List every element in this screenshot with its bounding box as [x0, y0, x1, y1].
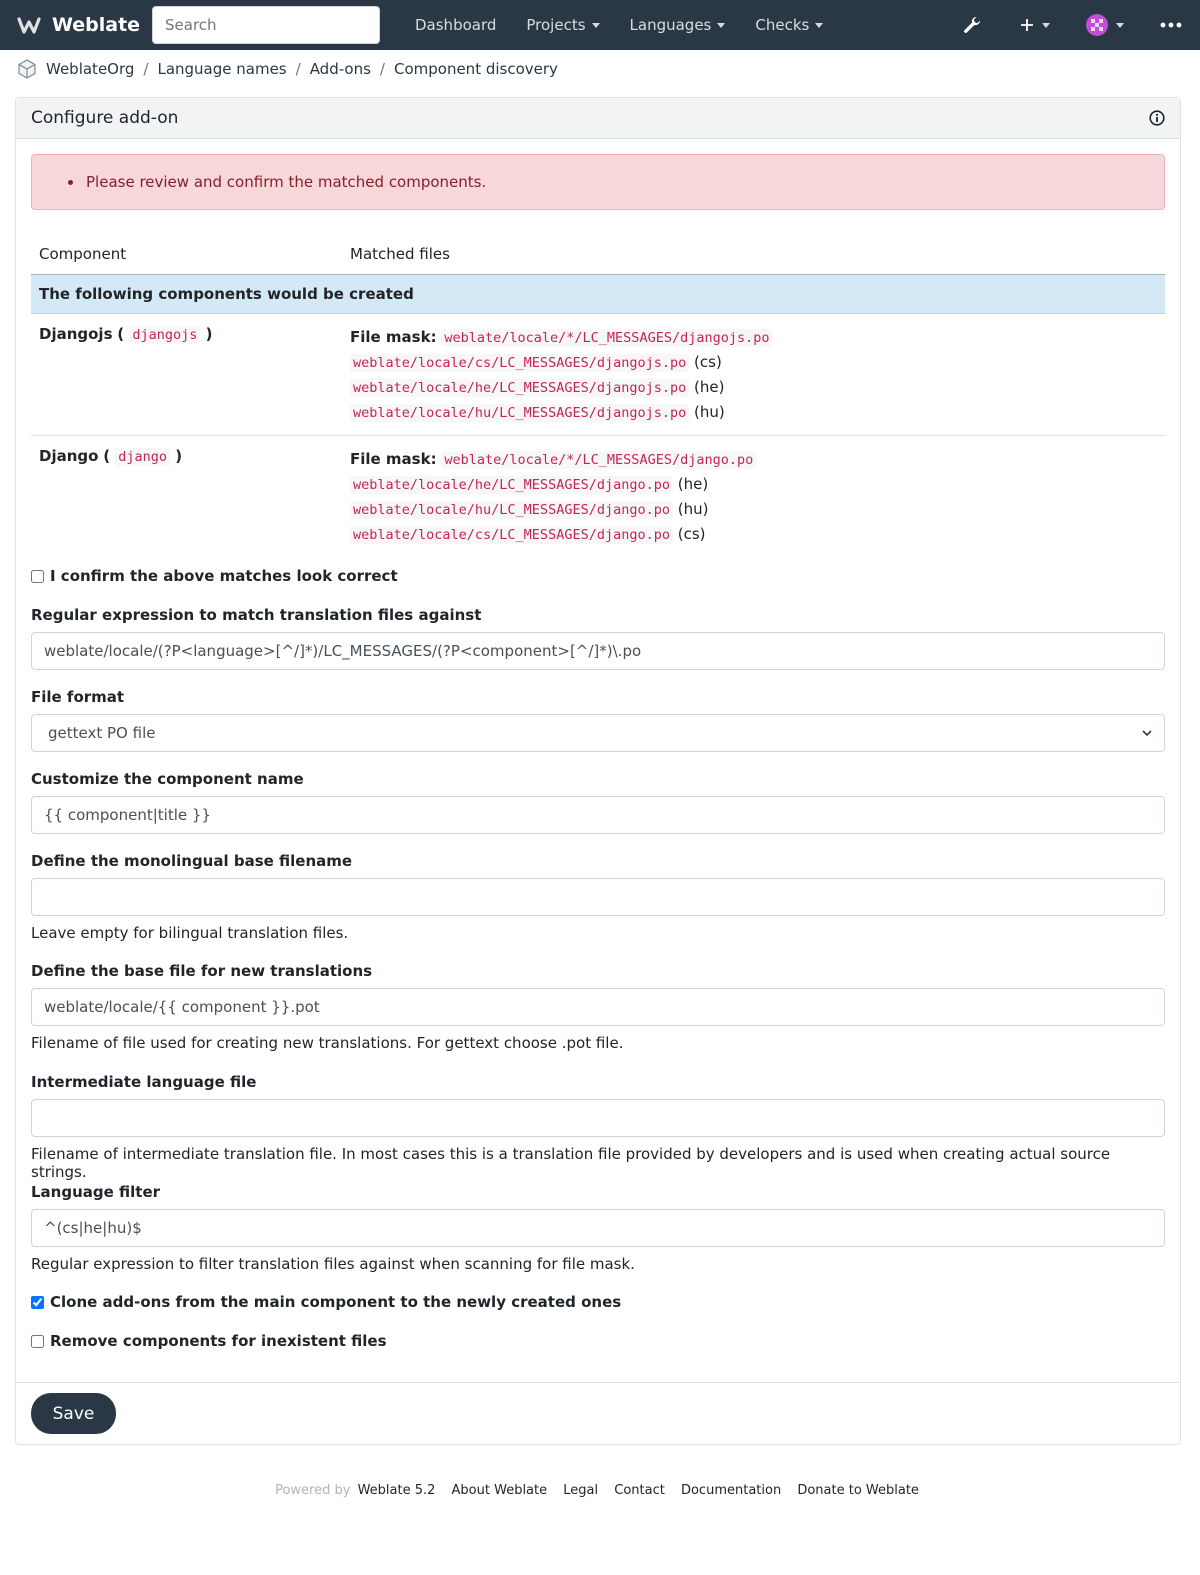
footer-link-documentation[interactable]: Documentation: [680, 1483, 782, 1498]
base-file-label: Define the monolingual base filename: [31, 852, 353, 870]
confirm-text: I confirm the above matches look correct: [50, 567, 398, 585]
name-template-value: {{ component|title }}: [44, 806, 211, 824]
file-mask: weblate/locale/*/LC_MESSAGES/django.po: [441, 451, 756, 469]
save-button[interactable]: Save: [31, 1393, 116, 1434]
intermediate-label: Intermediate language file: [31, 1073, 257, 1091]
error-alert: [31, 154, 1165, 210]
remove-components-row: [31, 1332, 1165, 1350]
regex-field: [31, 606, 1165, 670]
file-path: weblate/locale/cs/LC_MESSAGES/django.po: [350, 526, 673, 544]
name-template-label: Customize the component name: [31, 770, 304, 788]
file-format-value: gettext PO file: [48, 724, 156, 742]
component-slug: django: [115, 448, 170, 466]
clone-addons-checkbox[interactable]: [31, 1296, 44, 1309]
file-path: weblate/locale/he/LC_MESSAGES/django.po: [350, 476, 673, 494]
bullet-icon: [68, 180, 73, 185]
nav-right: [948, 14, 1186, 36]
group-label: The following components would be created: [31, 275, 1165, 314]
remove-components-label[interactable]: [31, 1332, 1165, 1350]
matches-table: [31, 235, 1165, 557]
chevron-down-icon: [1142, 728, 1152, 738]
caret-down-icon: [1042, 23, 1050, 28]
file-format-field: [31, 688, 1165, 752]
breadcrumb-addons[interactable]: Add-ons: [309, 60, 371, 78]
breadcrumb-current[interactable]: Component discovery: [393, 60, 558, 78]
file-mask-label: File mask:: [350, 450, 437, 468]
base-file-help: Leave empty for bilingual translation files.: [31, 924, 349, 942]
file-mask-line: [350, 325, 1157, 350]
file-mask-line: [350, 447, 1157, 472]
matched-file: [350, 522, 1157, 547]
alert-message: Please review and confirm the matched components.: [86, 173, 487, 191]
brand[interactable]: [16, 12, 152, 38]
file-language: (hu): [677, 500, 709, 518]
table-row: [31, 314, 1165, 436]
nav-languages[interactable]: [615, 16, 741, 34]
remove-components-text: Remove components for inexistent files: [50, 1332, 387, 1350]
footer-link-donate[interactable]: Donate to Weblate: [797, 1483, 919, 1498]
breadcrumb-separator: /: [379, 60, 385, 78]
file-path: weblate/locale/hu/LC_MESSAGES/djangojs.po: [350, 404, 689, 422]
nav-checks-label: Checks: [755, 16, 810, 34]
matched-file: [350, 472, 1157, 497]
clone-addons-text: Clone add-ons from the main component to the newly created ones: [50, 1293, 622, 1311]
confirm-label[interactable]: [31, 567, 1165, 585]
weblate-logo-icon: [16, 12, 42, 38]
new-base-field: [31, 962, 1165, 1052]
top-navbar: [0, 0, 1200, 50]
breadcrumb: [0, 50, 1200, 88]
confirm-checkbox-row: [31, 567, 1165, 585]
file-mask: weblate/locale/*/LC_MESSAGES/djangojs.po: [441, 329, 772, 347]
breadcrumb-organization[interactable]: WeblateOrg: [46, 60, 135, 78]
breadcrumb-project[interactable]: Language names: [157, 60, 287, 78]
footer-link-version[interactable]: Weblate 5.2: [357, 1483, 436, 1498]
organization-icon: [16, 58, 38, 80]
regex-label: Regular expression to match translation files against: [31, 606, 482, 624]
nav-checks[interactable]: [740, 16, 838, 34]
file-mask-label: File mask:: [350, 328, 437, 346]
intermediate-input[interactable]: [31, 1099, 1165, 1137]
component-slug: djangojs: [129, 326, 200, 344]
caret-down-icon: [717, 23, 725, 28]
matched-file: [350, 350, 1157, 375]
file-language: (cs): [694, 353, 722, 371]
matched-file: [350, 497, 1157, 522]
more-menu-button[interactable]: [1146, 22, 1186, 28]
remove-components-checkbox[interactable]: [31, 1335, 44, 1348]
matched-file: [350, 400, 1157, 425]
caret-down-icon: [815, 23, 823, 28]
footer-link-contact[interactable]: Contact: [614, 1483, 665, 1498]
component-name: Django: [39, 447, 99, 465]
main-nav: [400, 16, 838, 34]
brand-name: Weblate: [52, 14, 141, 36]
file-path: weblate/locale/cs/LC_MESSAGES/djangojs.po: [350, 354, 689, 372]
name-template-field: [31, 770, 1165, 834]
column-header-matched-files: Matched files: [342, 235, 1165, 275]
panel-title: Configure add-on: [31, 108, 179, 128]
clone-addons-label[interactable]: [31, 1293, 1165, 1311]
avatar-icon: [1086, 14, 1108, 36]
nav-languages-label: Languages: [629, 16, 712, 34]
name-template-input[interactable]: [31, 796, 1165, 834]
file-format-label: File format: [31, 688, 125, 706]
new-base-value: weblate/locale/{{ component }}.pot: [44, 998, 320, 1016]
language-filter-help: Regular expression to filter translation files against when scanning for file mask.: [31, 1255, 635, 1273]
plus-icon: [1020, 18, 1034, 32]
language-filter-field: [31, 1183, 1165, 1273]
search-input[interactable]: [152, 6, 380, 44]
breadcrumb-separator: /: [143, 60, 149, 78]
file-format-select[interactable]: [31, 714, 1165, 752]
powered-by-label: Powered by: [275, 1483, 351, 1498]
file-language: (hu): [694, 403, 725, 421]
add-menu-button[interactable]: [1006, 18, 1072, 32]
regex-value: weblate/locale/(?P<language>[^/]*)/LC_MESSAGES/(?P<component>[^/]*)\.po: [44, 642, 642, 660]
panel-footer: [16, 1382, 1180, 1444]
file-language: (he): [694, 378, 725, 396]
footer-link-legal[interactable]: Legal: [563, 1483, 599, 1498]
matched-files-cell: [342, 436, 1165, 558]
base-file-field: [31, 852, 1165, 942]
matched-file: [350, 375, 1157, 400]
nav-projects-label: Projects: [526, 16, 586, 34]
nav-dashboard-label: Dashboard: [415, 16, 497, 34]
table-row: [31, 436, 1165, 558]
language-filter-value: ^(cs|he|hu)$: [44, 1219, 142, 1237]
clone-addons-row: [31, 1293, 1165, 1311]
base-file-input[interactable]: [31, 878, 1165, 916]
intermediate-field: [31, 1073, 1165, 1181]
column-header-component: Component: [31, 235, 342, 275]
wrench-icon: [962, 15, 982, 35]
component-cell: Django ( django ): [39, 447, 183, 465]
nav-projects[interactable]: [511, 16, 614, 34]
panel-heading: [16, 98, 1180, 139]
confirm-checkbox[interactable]: [31, 570, 44, 583]
user-menu-button[interactable]: [1072, 14, 1146, 36]
footer-link-about[interactable]: About Weblate: [451, 1483, 548, 1498]
caret-down-icon: [592, 23, 600, 28]
matched-files-cell: [342, 314, 1165, 436]
breadcrumb-separator: /: [295, 60, 301, 78]
file-language: (cs): [677, 525, 706, 543]
ellipsis-icon: [1160, 22, 1182, 28]
language-filter-label: Language filter: [31, 1183, 161, 1201]
file-language: (he): [677, 475, 709, 493]
configure-addon-panel: [15, 97, 1181, 1445]
regex-input[interactable]: [31, 632, 1165, 670]
new-base-help: Filename of file used for creating new translations. For gettext choose .pot file.: [31, 1034, 624, 1052]
component-cell: Djangojs ( djangojs ): [31, 314, 342, 436]
page-footer: [0, 1483, 1200, 1498]
language-filter-input[interactable]: [31, 1209, 1165, 1247]
wrench-button[interactable]: [948, 15, 1006, 35]
nav-dashboard[interactable]: [400, 16, 511, 34]
component-name: Djangojs: [39, 325, 113, 343]
file-path: weblate/locale/hu/LC_MESSAGES/django.po: [350, 501, 673, 519]
file-path: weblate/locale/he/LC_MESSAGES/djangojs.po: [350, 379, 689, 397]
intermediate-help: Filename of intermediate translation file. In most cases this is a translation file provided by developers and is used when creating actual source strings.: [31, 1145, 1111, 1181]
new-base-input[interactable]: [31, 988, 1165, 1026]
group-row: [31, 275, 1165, 314]
caret-down-icon: [1116, 23, 1124, 28]
new-base-label: Define the base file for new translations: [31, 962, 373, 980]
info-icon[interactable]: [1149, 110, 1165, 126]
table-header-row: [31, 235, 1165, 275]
